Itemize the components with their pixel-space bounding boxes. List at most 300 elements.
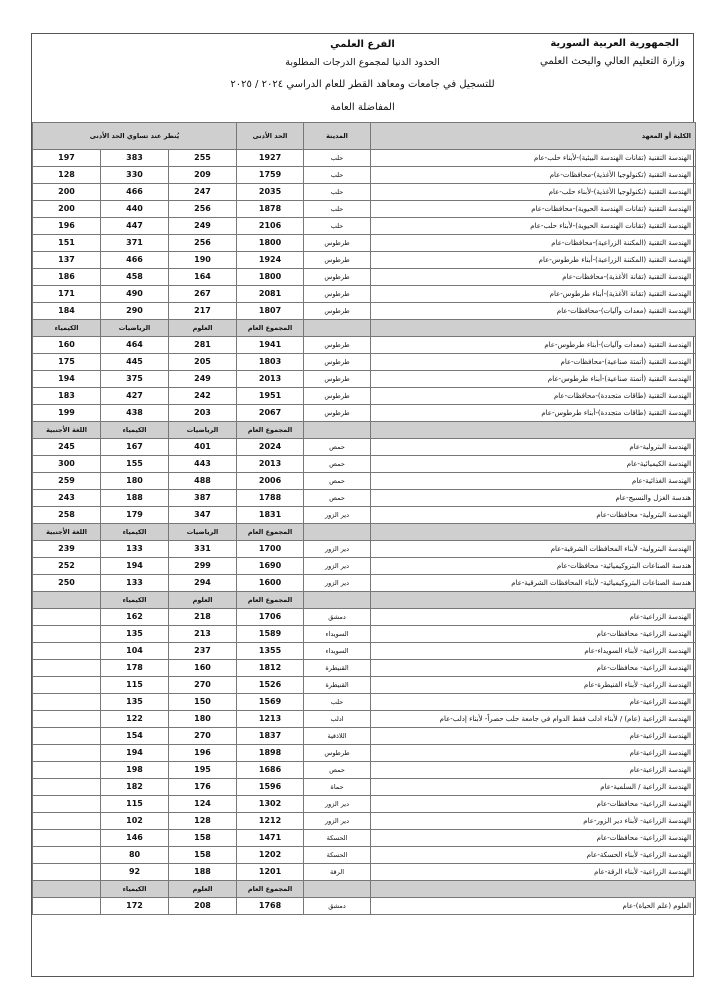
program-name: الهندسة التقنية (تقانة الأغذية)-أبناء طرطوس-عام	[371, 286, 696, 303]
admission-table	[32, 122, 696, 915]
score-cell: 1803	[237, 354, 304, 371]
program-name: الهندسة الزراعية- لأبناء الرقة-عام	[371, 864, 696, 881]
score-cell: 2081	[237, 286, 304, 303]
city-cell: دير الزور	[304, 507, 371, 524]
score-cell: 194	[101, 558, 169, 575]
column-header	[304, 422, 371, 439]
column-header: الكيمياء	[101, 422, 169, 439]
program-name: الهندسة التقنية (طاقات متجددة)-أبناء طرطوس-عام	[371, 405, 696, 422]
city-cell: دير الزور	[304, 541, 371, 558]
city-cell: طرطوس	[304, 235, 371, 252]
score-cell: 259	[33, 473, 101, 490]
table-row	[33, 235, 696, 252]
score-cell: 176	[169, 779, 237, 796]
program-name: الهندسة الزراعية- محافظات-عام	[371, 626, 696, 643]
score-cell: 162	[101, 609, 169, 626]
program-name: الهندسة الزراعية- محافظات-عام	[371, 796, 696, 813]
city-cell: طرطوس	[304, 405, 371, 422]
score-cell: 1807	[237, 303, 304, 320]
program-name: الهندسة الزراعية-عام	[371, 694, 696, 711]
score-cell: 2013	[237, 371, 304, 388]
score-cell: 256	[169, 201, 237, 218]
table-row	[33, 762, 696, 779]
city-cell: طرطوس	[304, 745, 371, 762]
score-cell: 160	[33, 337, 101, 354]
program-name: الهندسة التقنية (المكننة الزراعية)-أبناء طرطوس-عام	[371, 252, 696, 269]
table-row	[33, 745, 696, 762]
score-cell: 155	[101, 456, 169, 473]
program-name: الهندسة التقنية (تقانات الهندسة الحيوية)-محافظات-عام	[371, 201, 696, 218]
score-cell: 290	[101, 303, 169, 320]
table-row	[33, 609, 696, 626]
score-cell: 243	[33, 490, 101, 507]
score-cell: 135	[101, 694, 169, 711]
score-cell: 1213	[237, 711, 304, 728]
score-cell: 242	[169, 388, 237, 405]
city-cell: دير الزور	[304, 796, 371, 813]
column-header: العلوم	[169, 320, 237, 337]
score-cell: 200	[33, 201, 101, 218]
score-cell: 438	[101, 405, 169, 422]
column-header: العلوم	[169, 592, 237, 609]
column-header	[33, 881, 101, 898]
score-cell: 249	[169, 218, 237, 235]
column-header-row	[33, 422, 696, 439]
score-cell: 205	[169, 354, 237, 371]
score-cell: 196	[169, 745, 237, 762]
program-name: هندسة الغزل والنسيج-عام	[371, 490, 696, 507]
table-row	[33, 405, 696, 422]
table-row	[33, 150, 696, 167]
score-cell	[33, 830, 101, 847]
score-cell: 331	[169, 541, 237, 558]
score-cell: 1788	[237, 490, 304, 507]
score-cell: 213	[169, 626, 237, 643]
column-header: الرياضيات	[101, 320, 169, 337]
score-cell: 200	[33, 184, 101, 201]
score-cell: 182	[101, 779, 169, 796]
score-cell: 2013	[237, 456, 304, 473]
score-cell: 104	[101, 643, 169, 660]
score-cell: 198	[101, 762, 169, 779]
column-header: الحد الأدنى	[237, 123, 304, 150]
score-cell: 194	[101, 745, 169, 762]
score-cell: 2067	[237, 405, 304, 422]
city-cell: طرطوس	[304, 354, 371, 371]
score-cell: 1768	[237, 898, 304, 915]
score-cell: 1212	[237, 813, 304, 830]
score-cell	[33, 745, 101, 762]
branch-title: الفرع العلمي	[330, 39, 395, 50]
score-cell: 239	[33, 541, 101, 558]
score-cell	[33, 626, 101, 643]
score-cell	[33, 762, 101, 779]
score-cell: 137	[33, 252, 101, 269]
score-cell	[33, 677, 101, 694]
score-cell: 443	[169, 456, 237, 473]
score-cell: 270	[169, 728, 237, 745]
column-header	[33, 592, 101, 609]
column-header: المجموع العام	[237, 422, 304, 439]
score-cell	[33, 694, 101, 711]
score-cell: 245	[33, 439, 101, 456]
score-cell: 440	[101, 201, 169, 218]
score-cell: 199	[33, 405, 101, 422]
program-name: الهندسة الزراعية- محافظات-عام	[371, 830, 696, 847]
table-row	[33, 660, 696, 677]
city-cell: حمص	[304, 456, 371, 473]
table-row	[33, 303, 696, 320]
city-cell: ادلب	[304, 711, 371, 728]
score-cell: 178	[101, 660, 169, 677]
score-cell: 249	[169, 371, 237, 388]
score-cell: 135	[101, 626, 169, 643]
table-row	[33, 252, 696, 269]
score-cell: 1831	[237, 507, 304, 524]
score-cell: 151	[33, 235, 101, 252]
score-cell: 160	[169, 660, 237, 677]
table-row	[33, 626, 696, 643]
score-cell: 464	[101, 337, 169, 354]
score-cell: 197	[33, 150, 101, 167]
table-row	[33, 337, 696, 354]
table-row	[33, 830, 696, 847]
program-name: الهندسة التقنية (معدات وآليات)-أبناء طرطوس-عام	[371, 337, 696, 354]
score-cell	[33, 711, 101, 728]
score-cell: 247	[169, 184, 237, 201]
score-cell: 195	[169, 762, 237, 779]
program-name: الهندسة الزراعية- لأبناء دير الزور-عام	[371, 813, 696, 830]
table-row	[33, 286, 696, 303]
city-cell: حمص	[304, 490, 371, 507]
score-cell: 1927	[237, 150, 304, 167]
score-cell: 427	[101, 388, 169, 405]
city-cell: حلب	[304, 184, 371, 201]
program-name: الهندسة التقنية (تكنولوجيا الأغذية)-محافظات-عام	[371, 167, 696, 184]
program-name: الهندسة الزراعية-عام	[371, 745, 696, 762]
score-cell: 1951	[237, 388, 304, 405]
program-name: الهندسة الزراعية- لأبناء الحسكة-عام	[371, 847, 696, 864]
score-cell: 190	[169, 252, 237, 269]
city-cell: دير الزور	[304, 575, 371, 592]
score-cell	[33, 898, 101, 915]
score-cell: 188	[169, 864, 237, 881]
score-cell: 299	[169, 558, 237, 575]
score-cell: 1302	[237, 796, 304, 813]
score-cell: 387	[169, 490, 237, 507]
city-cell: حلب	[304, 150, 371, 167]
score-cell: 488	[169, 473, 237, 490]
score-cell: 175	[33, 354, 101, 371]
score-cell: 466	[101, 252, 169, 269]
program-name: الهندسة البترولية-عام	[371, 439, 696, 456]
score-cell: 1837	[237, 728, 304, 745]
table-row	[33, 269, 696, 286]
score-cell: 300	[33, 456, 101, 473]
column-header-row	[33, 524, 696, 541]
city-cell: حلب	[304, 201, 371, 218]
score-cell: 115	[101, 796, 169, 813]
table-row	[33, 490, 696, 507]
score-cell: 1800	[237, 235, 304, 252]
document-header	[32, 34, 693, 122]
score-cell: 194	[33, 371, 101, 388]
score-cell: 237	[169, 643, 237, 660]
column-header: المجموع العام	[237, 881, 304, 898]
score-cell: 128	[33, 167, 101, 184]
city-cell: حلب	[304, 218, 371, 235]
column-header	[304, 881, 371, 898]
city-cell: السويداء	[304, 643, 371, 660]
score-cell: 1686	[237, 762, 304, 779]
score-cell: 164	[169, 269, 237, 286]
city-cell: الرقة	[304, 864, 371, 881]
column-header: يُنظر عند تساوي الحد الأدنى	[33, 123, 237, 150]
score-cell: 2106	[237, 218, 304, 235]
score-cell: 1924	[237, 252, 304, 269]
column-header: الكلية أو المعهد	[371, 123, 696, 150]
program-name: الهندسة التقنية (المكننة الزراعية)-محافظات-عام	[371, 235, 696, 252]
city-cell: القنيطرة	[304, 660, 371, 677]
score-cell: 184	[33, 303, 101, 320]
score-cell	[33, 864, 101, 881]
city-cell: طرطوس	[304, 252, 371, 269]
city-cell: الحسكة	[304, 847, 371, 864]
city-cell: القنيطرة	[304, 677, 371, 694]
column-header: اللغة الأجنبية	[33, 422, 101, 439]
column-header: اللغة الأجنبية	[33, 524, 101, 541]
score-cell: 217	[169, 303, 237, 320]
program-name: الهندسة التقنية (تكنولوجيا الأغذية)-لأبناء حلب-عام	[371, 184, 696, 201]
city-cell: طرطوس	[304, 303, 371, 320]
program-name: الهندسة التقنية (أتمتة صناعية)-أبناء طرطوس-عام	[371, 371, 696, 388]
table-row	[33, 456, 696, 473]
table-row	[33, 218, 696, 235]
score-cell	[33, 643, 101, 660]
score-cell: 1355	[237, 643, 304, 660]
score-cell: 258	[33, 507, 101, 524]
program-name: الهندسة الزراعية (عام) / لأبناء ادلب فقط الدوام في جامعة حلب حصراً- لأبناء إدلب-عام	[371, 711, 696, 728]
city-cell: دير الزور	[304, 813, 371, 830]
score-cell: 347	[169, 507, 237, 524]
table-row	[33, 354, 696, 371]
score-cell	[33, 796, 101, 813]
score-cell: 158	[169, 847, 237, 864]
document-page	[31, 33, 694, 977]
score-cell: 445	[101, 354, 169, 371]
score-cell: 167	[101, 439, 169, 456]
table-row	[33, 184, 696, 201]
city-cell: حمص	[304, 473, 371, 490]
table-row	[33, 388, 696, 405]
score-cell	[33, 609, 101, 626]
score-cell: 102	[101, 813, 169, 830]
column-header	[304, 524, 371, 541]
column-header-row	[33, 123, 696, 150]
column-header: المجموع العام	[237, 524, 304, 541]
table-row	[33, 694, 696, 711]
program-name: الهندسة التقنية (تقانات الهندسة الحيوية)-لأبناء حلب-عام	[371, 218, 696, 235]
city-cell: حمص	[304, 439, 371, 456]
score-cell: 115	[101, 677, 169, 694]
score-cell: 252	[33, 558, 101, 575]
score-cell: 171	[33, 286, 101, 303]
table-row	[33, 898, 696, 915]
column-header	[371, 422, 696, 439]
score-cell	[33, 813, 101, 830]
program-name: الهندسة التقنية (أتمتة صناعية)-محافظات-عام	[371, 354, 696, 371]
table-row	[33, 728, 696, 745]
score-cell: 375	[101, 371, 169, 388]
table-row	[33, 864, 696, 881]
score-cell: 1878	[237, 201, 304, 218]
column-header: الكيمياء	[101, 592, 169, 609]
admission-type: المفاضلة العامة	[330, 102, 395, 113]
score-cell: 179	[101, 507, 169, 524]
column-header	[304, 592, 371, 609]
score-cell: 371	[101, 235, 169, 252]
program-name: الهندسة الزراعية / السلمية-عام	[371, 779, 696, 796]
score-cell: 2006	[237, 473, 304, 490]
city-cell: حلب	[304, 694, 371, 711]
table-row	[33, 167, 696, 184]
program-name: الهندسة الغذائية-عام	[371, 473, 696, 490]
program-name: الهندسة الزراعية-عام	[371, 728, 696, 745]
city-cell: حلب	[304, 167, 371, 184]
score-cell: 203	[169, 405, 237, 422]
program-name: الهندسة الزراعية- لأبناء القنيطرة-عام	[371, 677, 696, 694]
city-cell: اللاذقية	[304, 728, 371, 745]
score-cell: 458	[101, 269, 169, 286]
score-cell: 1690	[237, 558, 304, 575]
score-cell: 250	[33, 575, 101, 592]
score-cell: 122	[101, 711, 169, 728]
table-row	[33, 558, 696, 575]
column-header: المجموع العام	[237, 320, 304, 337]
score-cell: 466	[101, 184, 169, 201]
program-name: الهندسة التقنية (تقانات الهندسة البيئية)-لأبناء حلب-عام	[371, 150, 696, 167]
table-row	[33, 711, 696, 728]
column-header-row	[33, 320, 696, 337]
city-cell: دمشق	[304, 898, 371, 915]
score-cell: 447	[101, 218, 169, 235]
city-cell: الحسكة	[304, 830, 371, 847]
table-row	[33, 643, 696, 660]
program-name: العلوم (علم الحياة)-عام	[371, 898, 696, 915]
score-cell: 490	[101, 286, 169, 303]
column-header	[371, 524, 696, 541]
column-header	[371, 881, 696, 898]
city-cell: طرطوس	[304, 371, 371, 388]
program-name: الهندسة البترولية- لأبناء المحافظات الشرقية-عام	[371, 541, 696, 558]
city-cell: حماة	[304, 779, 371, 796]
table-row	[33, 541, 696, 558]
score-cell: 1201	[237, 864, 304, 881]
column-header	[371, 592, 696, 609]
score-cell: 196	[33, 218, 101, 235]
score-cell: 1569	[237, 694, 304, 711]
column-header: المجموع العام	[237, 592, 304, 609]
program-name: الهندسة التقنية (طاقات متجددة)-محافظات-عام	[371, 388, 696, 405]
score-cell: 1800	[237, 269, 304, 286]
column-header: الكيمياء	[101, 524, 169, 541]
score-cell: 2024	[237, 439, 304, 456]
score-cell: 1759	[237, 167, 304, 184]
program-name: الهندسة الزراعية- محافظات-عام	[371, 660, 696, 677]
academic-year-line: للتسجيل في جامعات ومعاهد القطر للعام الدراسي ٢٠٢٤ / ٢٠٢٥	[230, 79, 495, 90]
score-cell: 186	[33, 269, 101, 286]
score-cell: 1589	[237, 626, 304, 643]
ministry-title: وزارة التعليم العالي والبحث العلمي	[540, 56, 685, 67]
program-name: الهندسة الكيميائية-عام	[371, 456, 696, 473]
score-cell: 133	[101, 575, 169, 592]
score-cell: 154	[101, 728, 169, 745]
score-cell	[33, 847, 101, 864]
score-cell: 180	[101, 473, 169, 490]
column-header	[371, 320, 696, 337]
score-cell: 1941	[237, 337, 304, 354]
score-cell: 1202	[237, 847, 304, 864]
column-header: الرياضيات	[169, 422, 237, 439]
republic-title: الجمهورية العربية السورية	[550, 38, 679, 49]
column-header	[304, 320, 371, 337]
column-header-row	[33, 881, 696, 898]
column-header: المدينة	[304, 123, 371, 150]
score-cell: 2035	[237, 184, 304, 201]
score-cell: 1700	[237, 541, 304, 558]
score-cell: 128	[169, 813, 237, 830]
column-header: الكيمياء	[33, 320, 101, 337]
program-name: الهندسة التقنية (تقانة الأغذية)-محافظات-عام	[371, 269, 696, 286]
program-name: الهندسة التقنية (معدات وآليات)-محافظات-عام	[371, 303, 696, 320]
score-cell: 180	[169, 711, 237, 728]
city-cell: طرطوس	[304, 286, 371, 303]
column-header: العلوم	[169, 881, 237, 898]
city-cell: دمشق	[304, 609, 371, 626]
score-cell: 1812	[237, 660, 304, 677]
column-header: الكيمياء	[101, 881, 169, 898]
score-cell: 150	[169, 694, 237, 711]
score-cell: 146	[101, 830, 169, 847]
program-name: الهندسة الزراعية-عام	[371, 762, 696, 779]
table-row	[33, 371, 696, 388]
score-cell: 1596	[237, 779, 304, 796]
score-cell: 208	[169, 898, 237, 915]
score-cell: 1471	[237, 830, 304, 847]
score-cell: 256	[169, 235, 237, 252]
score-cell: 294	[169, 575, 237, 592]
table-row	[33, 796, 696, 813]
city-cell: طرطوس	[304, 269, 371, 286]
score-cell	[33, 660, 101, 677]
program-name: الهندسة الزراعية- لأبناء السويداء-عام	[371, 643, 696, 660]
score-cell: 218	[169, 609, 237, 626]
column-header-row	[33, 592, 696, 609]
score-cell: 255	[169, 150, 237, 167]
score-cell: 172	[101, 898, 169, 915]
score-cell: 1600	[237, 575, 304, 592]
city-cell: السويداء	[304, 626, 371, 643]
score-cell: 270	[169, 677, 237, 694]
column-header: الرياضيات	[169, 524, 237, 541]
table-row	[33, 779, 696, 796]
score-cell: 383	[101, 150, 169, 167]
score-cell: 188	[101, 490, 169, 507]
table-row	[33, 813, 696, 830]
score-cell	[33, 728, 101, 745]
table-row	[33, 439, 696, 456]
score-cell: 92	[101, 864, 169, 881]
